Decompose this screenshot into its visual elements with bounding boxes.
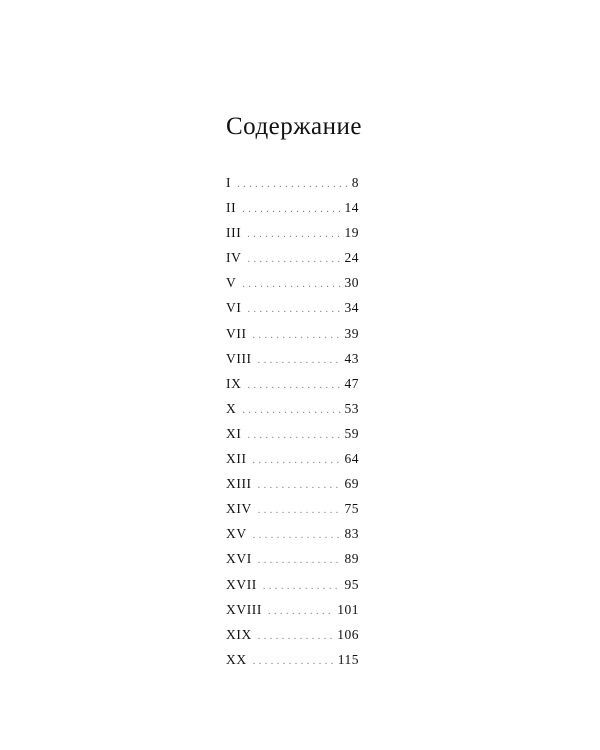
chapter-number: X — [226, 400, 237, 416]
page-number: 101 — [337, 601, 359, 617]
page-number: 53 — [344, 400, 359, 416]
table-of-contents — [226, 170, 359, 672]
page-number: 30 — [344, 275, 359, 291]
chapter-number: XIX — [226, 626, 252, 642]
dot-leader — [268, 599, 333, 624]
toc-entry[interactable] — [226, 245, 359, 270]
page-number: 75 — [344, 501, 359, 517]
dot-leader — [247, 222, 340, 247]
toc-entry[interactable] — [226, 170, 359, 195]
toc-entry[interactable] — [226, 546, 359, 571]
dot-leader — [258, 498, 341, 523]
page-number: 59 — [344, 425, 359, 441]
dot-leader — [253, 649, 334, 674]
page-number: 19 — [344, 225, 359, 241]
dot-leader — [247, 423, 340, 448]
toc-entry[interactable] — [226, 471, 359, 496]
dot-leader — [258, 548, 341, 573]
chapter-number: XI — [226, 425, 242, 441]
toc-entry[interactable] — [226, 446, 359, 471]
chapter-number: VIII — [226, 350, 252, 366]
dot-leader — [258, 348, 341, 373]
dot-leader — [242, 272, 340, 297]
toc-entry[interactable] — [226, 496, 359, 521]
chapter-number: XVII — [226, 576, 257, 592]
dot-leader — [237, 172, 348, 197]
dot-leader — [263, 574, 341, 599]
toc-entry[interactable] — [226, 346, 359, 371]
toc-entry[interactable] — [226, 647, 359, 672]
dot-leader — [253, 448, 341, 473]
page-number: 34 — [344, 300, 359, 316]
page-number: 95 — [344, 576, 359, 592]
toc-entry[interactable] — [226, 220, 359, 245]
page-number: 43 — [344, 350, 359, 366]
page-number: 106 — [337, 626, 359, 642]
dot-leader — [247, 247, 340, 272]
dot-leader — [242, 197, 340, 222]
dot-leader — [242, 398, 340, 423]
page-number: 64 — [344, 451, 359, 467]
page-number: 47 — [344, 375, 359, 391]
toc-entry[interactable] — [226, 572, 359, 597]
toc-entry[interactable] — [226, 270, 359, 295]
chapter-number: XIII — [226, 476, 252, 492]
dot-leader — [253, 323, 341, 348]
toc-entry[interactable] — [226, 195, 359, 220]
dot-leader — [247, 373, 340, 398]
chapter-number: XX — [226, 651, 247, 667]
toc-entry[interactable] — [226, 622, 359, 647]
page-number: 39 — [344, 325, 359, 341]
chapter-number: XII — [226, 451, 247, 467]
chapter-number: III — [226, 225, 242, 241]
chapter-number: IX — [226, 375, 242, 391]
dot-leader — [253, 523, 341, 548]
dot-leader — [258, 473, 341, 498]
toc-entry[interactable] — [226, 521, 359, 546]
chapter-number: I — [226, 175, 232, 190]
chapter-number: V — [226, 275, 237, 291]
toc-entry[interactable] — [226, 396, 359, 421]
chapter-number: XV — [226, 526, 247, 542]
page-number: 89 — [344, 551, 359, 567]
page-number: 8 — [351, 175, 359, 190]
toc-entry[interactable] — [226, 597, 359, 622]
page-number: 83 — [344, 526, 359, 542]
chapter-number: XVI — [226, 551, 252, 567]
toc-entry[interactable] — [226, 371, 359, 396]
dot-leader — [258, 624, 333, 649]
page-number: 115 — [337, 651, 359, 667]
page-number: 14 — [344, 200, 359, 216]
chapter-number: IV — [226, 250, 242, 266]
toc-entry[interactable] — [226, 321, 359, 346]
chapter-number: XVIII — [226, 601, 262, 617]
page-number: 24 — [344, 250, 359, 266]
toc-entry[interactable] — [226, 295, 359, 320]
chapter-number: VII — [226, 325, 247, 341]
chapter-number: XIV — [226, 501, 252, 517]
chapter-number: VI — [226, 300, 242, 316]
page-title: Содержание — [226, 113, 362, 140]
toc-entry[interactable] — [226, 421, 359, 446]
chapter-number: II — [226, 200, 237, 216]
dot-leader — [247, 297, 340, 322]
page-number: 69 — [344, 476, 359, 492]
